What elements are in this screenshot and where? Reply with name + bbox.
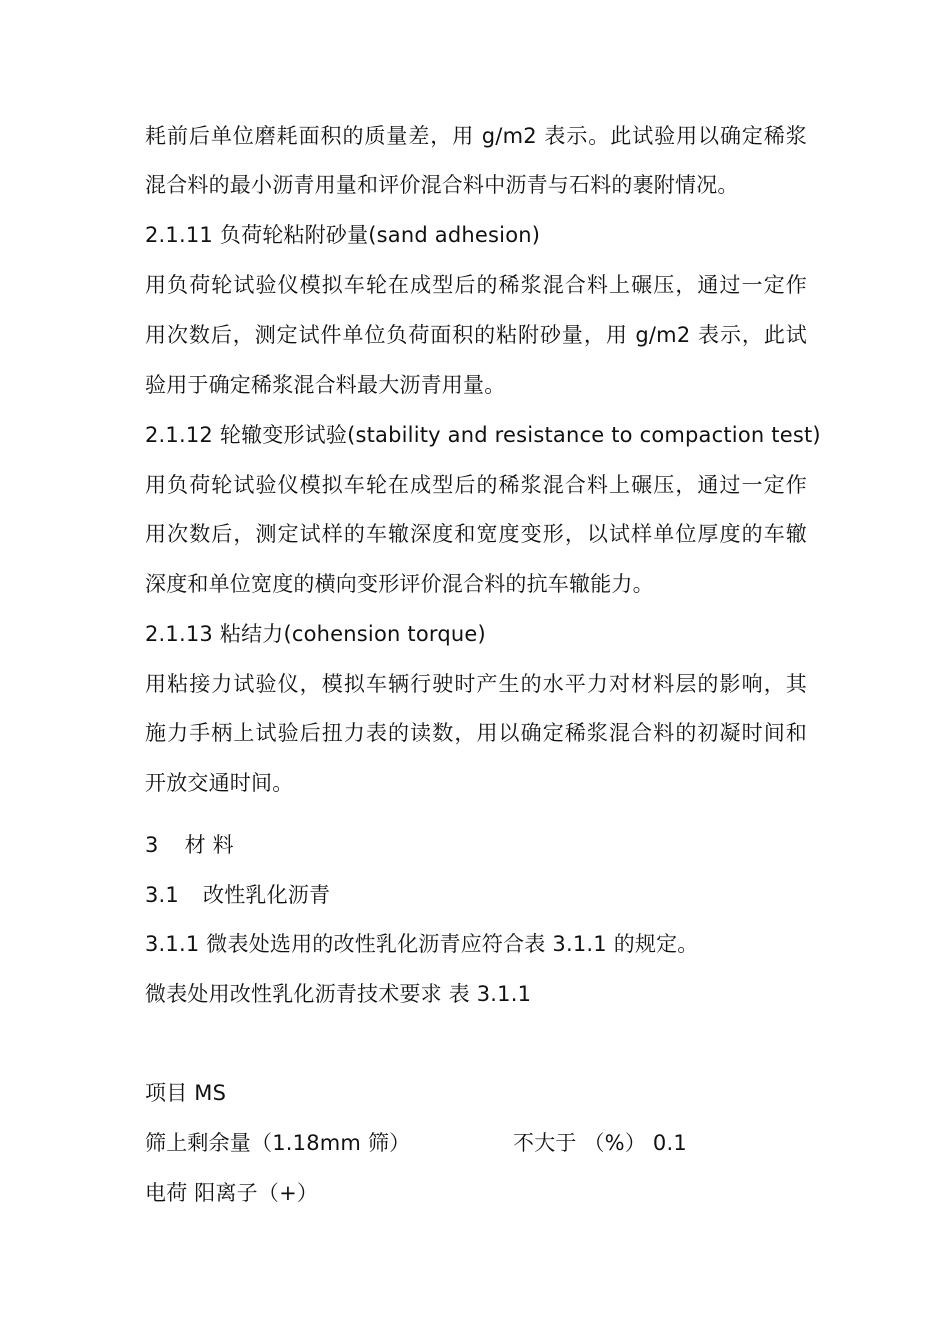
section-3-1-heading [145, 880, 330, 910]
table-header: 项目 MS [145, 1081, 227, 1105]
body-line-3: 用负荷轮试验仪模拟车轮在成型后的稀浆混合料上碾压，通过一定作 [145, 273, 807, 297]
residue-item: 筛上剩余量（1.18mm 筛） [145, 1131, 411, 1155]
body-line-1: 耗前后单位磨耗面积的质量差，用 g/m2 表示。此试验用以确定稀浆 [145, 124, 807, 148]
body-line-5: 验用于确定稀浆混合料最大沥青用量。 [145, 373, 506, 397]
section-3-number: 3 [145, 833, 159, 857]
table-caption: 微表处用改性乳化沥青技术要求 表 3.1.1 [145, 982, 532, 1006]
body-line-6: 用负荷轮试验仪模拟车轮在成型后的稀浆混合料上碾压，通过一定作 [145, 473, 807, 497]
heading-2-1-13: 2.1.13 粘结力(cohension torque) [145, 622, 486, 646]
section-3-1-number: 3.1 [145, 883, 179, 907]
section-3-1-title: 改性乳化沥青 [203, 883, 331, 907]
body-line-4: 用次数后，测定试件单位负荷面积的粘附砂量，用 g/m2 表示，此试 [145, 323, 807, 347]
clause-3-1-1: 3.1.1 微表处选用的改性乳化沥青应符合表 3.1.1 的规定。 [145, 932, 699, 956]
body-line-7: 用次数后，测定试样的车辙深度和宽度变形，以试样单位厚度的车辙 [145, 522, 807, 546]
body-line-2: 混合料的最小沥青用量和评价混合料中沥青与石料的裹附情况。 [145, 173, 739, 197]
body-line-11: 开放交通时间。 [145, 771, 294, 795]
table-row-charge: 电荷 阳离子（+） [145, 1181, 319, 1205]
section-3-title: 材 料 [184, 833, 234, 857]
body-line-8: 深度和单位宽度的横向变形评价混合料的抗车辙能力。 [145, 572, 654, 596]
body-line-9: 用粘接力试验仪，模拟车辆行驶时产生的水平力对材料层的影响，其 [145, 672, 807, 696]
heading-2-1-12: 2.1.12 轮辙变形试验(stability and resistance to compaction test) [145, 423, 821, 447]
body-line-10: 施力手柄上试验后扭力表的读数，用以确定稀浆混合料的初凝时间和 [145, 721, 807, 745]
table-row-residue [145, 1128, 687, 1158]
section-3-heading [145, 830, 234, 860]
residue-requirement: 不大于 （%） 0.1 [513, 1131, 687, 1155]
heading-2-1-11: 2.1.11 负荷轮粘附砂量(sand adhesion) [145, 223, 541, 247]
